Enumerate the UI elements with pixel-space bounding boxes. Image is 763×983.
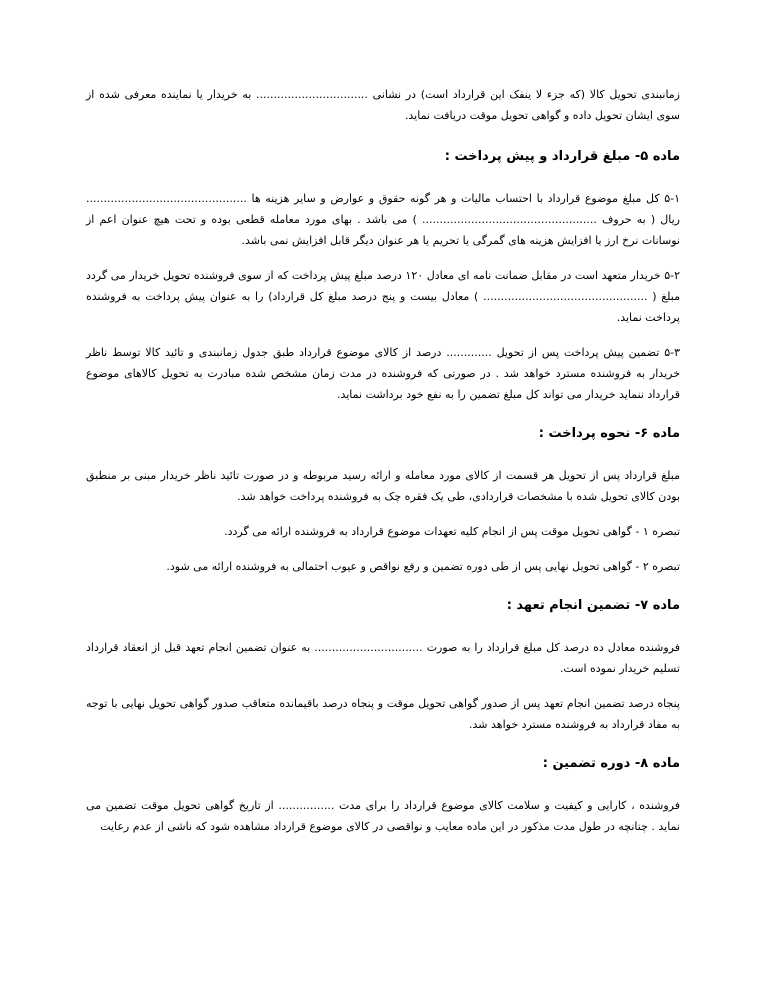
- article-5-clause-3: ۵-۳ تضمین پیش پرداخت پس از تحویل ............. درصد از کالای موضوع قرارداد طبق جدول زمانبندی و تائید کالا توسط ناظر خریدار به فروشنده مسترد خواهد شد . در صورتی که فروشنده در مدت زمان مشخص شده مبادرت به تحویل کالاهای موضوع قرارداد ننماید خریدار می تواند کل مبلغ تضمین را به نفع خود برداشت نماید.: [86, 346, 680, 401]
- article-6-note-2: تبصره ۲ - گواهی تحویل نهایی پس از طی دوره تضمین و رفع نواقص و عیوب احتمالی به فروشنده ارائه می شود.: [166, 560, 680, 573]
- intro-paragraph: زمانبندی تحویل کالا (که جزء لا ینفک این قرارداد است) در نشانی ................................ به خریدار یا نماینده معرفی شده از سوی ایشان تحویل داده و گواهی تحویل موقت دریافت نماید.: [86, 88, 680, 122]
- article-5-clause-2: ۵-۲ خریدار متعهد است در مقابل ضمانت نامه ای معادل ۱۲۰ درصد مبلغ پیش پرداخت که از سوی فروشنده تحویل خریدار می گردد مبلغ ( ............................................... ) معادل بیست و پنج درصد مبلغ کل قرارداد) را به عنوان پیش پرداخت به فروشنده پرداخت نماید.: [86, 269, 681, 324]
- article-5-clause-1: ۵-۱ کل مبلغ موضوع قرارداد با احتساب مالیات و هر گونه حقوق و عوارض و سایر هزینه ها .............................................. ریال ( به حروف .................................................. ) می باشد . بهای مورد معامله قطعی بوده و تحت هیچ عنوان اعم از نوسانات نرخ ارز یا افزایش هزینه های گمرگی یا تحریم یا هر عنوان دیگر قابل افزایش نمی باشد.: [86, 192, 680, 247]
- article-6-paragraph: مبلغ قرارداد پس از تحویل هر قسمت از کالای مورد معامله و ارائه رسید مربوطه و در صورت تائید ناظر خریدار مبنی بر منطبق بودن کالای تحویل شده با مشخصات قراردادی، طی یک فقره چک به فروشنده پرداخت خواهد شد.: [86, 469, 680, 503]
- article-7-paragraph-1: فروشنده معادل ده درصد کل مبلغ قرارداد را به صورت ............................... به عنوان تضمین انجام تعهد قبل از انعقاد قرارداد تسلیم خریدار نموده است.: [86, 641, 680, 675]
- article-5-title: ماده ۵- مبلغ قرارداد و پیش پرداخت :: [444, 149, 680, 164]
- contract-page: [86, 84, 680, 837]
- article-8-title: ماده ۸- دوره تضمین :: [542, 756, 680, 771]
- article-6-note-1: تبصره ۱ - گواهی تحویل موقت پس از انجام کلیه تعهدات موضوع قرارداد به فروشنده ارائه می گردد.: [224, 525, 680, 538]
- article-8-paragraph: فروشنده ، کارایی و کیفیت و سلامت کالای موضوع قرارداد را برای مدت ................ از تاریخ گواهی تحویل موقت تضمین می نماید . چنانچه در طول مدت مذکور در این ماده معایب و نواقصی در کالای موضوع قرارداد مشاهده شود که ناشی از عدم رعایت: [86, 799, 680, 833]
- article-7-paragraph-2: پنجاه درصد تضمین انجام تعهد پس از صدور گواهی تحویل موقت و پنجاه درصد باقیمانده متعاقب صدور گواهی تحویل نهایی با توجه به مفاد قرارداد به فروشنده مسترد خواهد شد.: [86, 697, 680, 731]
- article-6-title: ماده ۶- نحوه پرداخت :: [538, 426, 680, 441]
- article-7-title: ماده ۷- تضمین انجام تعهد :: [506, 598, 680, 613]
